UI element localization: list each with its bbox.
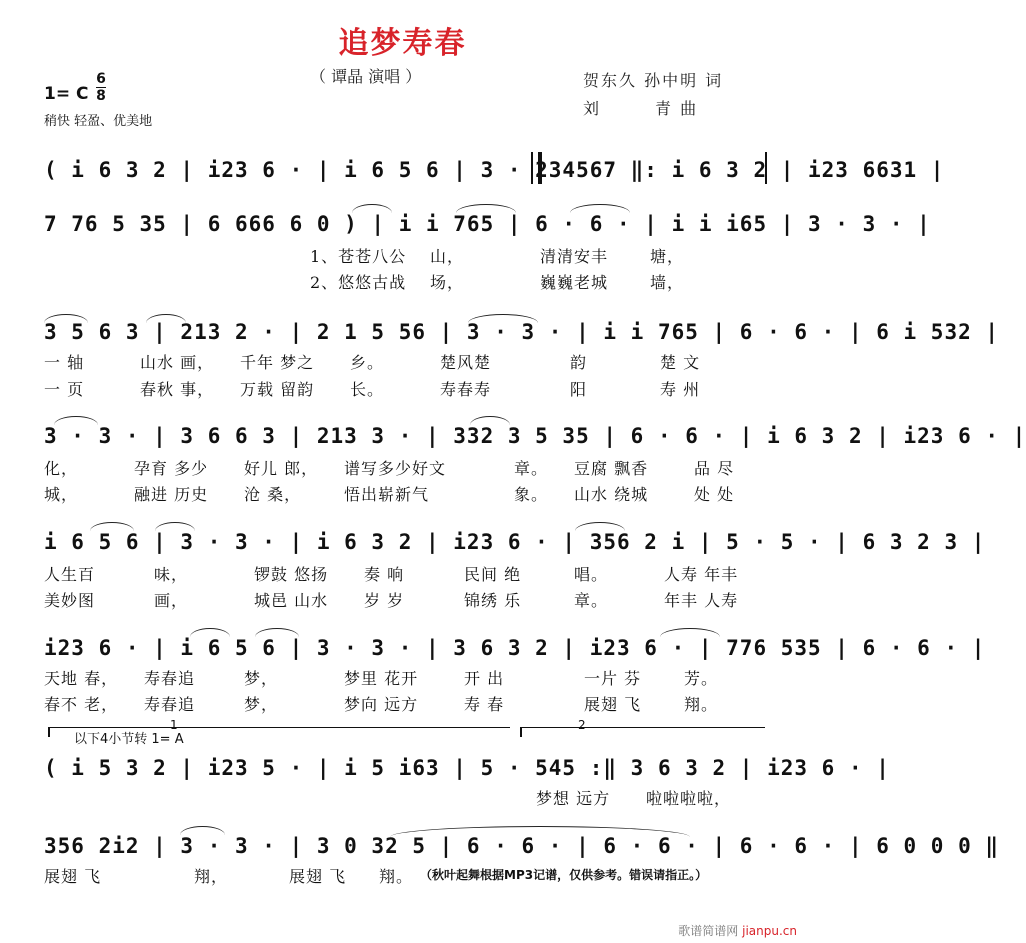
lyric-row-4-verse-1: 化， 孕育 多少 好儿 郎， 谱写多少好文 章。 豆腐 飘香 品 尽 [44,459,735,478]
composer-credit: 刘 青 曲 [583,99,699,118]
time-top: 6 [96,71,106,87]
notation-row-6: i23 6 · | i 6 5 6 | 3 · 3 · | 3 6 3 2 | i23 6 · | 776 535 | 6 · 6 · | [44,636,986,660]
lyric-row-3-verse-2: 一 页 春秋 事， 万载 留韵 长。 寿春寿 阳 寿 州 [44,380,701,399]
lyric-row-5-verse-2: 美妙图 画， 城邑 山水 岁 岁 锦绣 乐 章。 年丰 人寿 [44,591,739,610]
song-title: 追梦寿春 [338,26,467,61]
time-bottom: 8 [96,88,106,104]
lyricist-credit: 贺东久 孙中明 词 [583,71,724,90]
notation-row-4: 3 · 3 · | 3 6 6 3 | 213 3 · | 332 3 5 35 | 6 · 6 · | i 6 3 2 | i23 6 · | [44,424,1026,448]
lyric-row-6-verse-2: 春不 老， 寿春追 梦， 梦向 远方 寿 春 展翅 飞 翔。 [44,695,719,714]
notation-row-7: ( i 5 3 2 | i23 5 · | i 5 i63 | 5 · 545 :‖ 3 6 3 2 | i23 6 · | [44,756,890,780]
watermark-domain: jianpu.cn [742,924,797,938]
lyric-row-4-verse-2: 城， 融进 历史 沧 桑， 悟出崭新气 象。 山水 绕城 处 处 [44,485,735,504]
lyric-row-2-verse-1: 1、苍苍八公 山， 清清安丰 塘， [310,247,685,266]
notation-row-5: i 6 5 6 | 3 · 3 · | i 6 3 2 | i23 6 · | 356 2 i | 5 · 5 · | 6 3 2 3 | [44,530,986,554]
lyric-row-8: 展翅 飞 翔， 展翅 飞 翔。 [44,867,414,886]
tempo-marking: 稍快 轻盈、优美地 [44,114,153,129]
lyric-row-3-verse-1: 一 轴 山水 画， 千年 梦之 乡。 楚风楚 韵 楚 文 [44,353,701,372]
time-signature [96,72,106,103]
notation-row-3: 3 5 6 3 | 213 2 · | 2 1 5 56 | 3 · 3 · | i i 765 | 6 · 6 · | 6 i 532 | [44,320,1000,344]
lyric-row-5-verse-1: 人生百 味， 锣鼓 悠扬 奏 响 民间 绝 唱。 人寿 年丰 [44,565,739,584]
volta-2-label: 2 [578,718,586,732]
key-signature: 1= C [44,84,89,104]
watermark: 歌谱简谱网 jianpu.cn [678,924,797,938]
lyric-row-7: 梦想 远方 啦啦啦啦， [536,789,732,808]
lyric-row-2-verse-2: 2、悠悠古战 场， 巍巍老城 墙， [310,273,685,292]
notation-row-1: ( i 6 3 2 | i23 6 · | i 6 5 6 | 3 · 234567 ‖: i 6 3 2 | i23 6631 | [44,158,945,182]
notation-row-2: 7 76 5 35 | 6 666 6 0 ) | i i 765 | 6 · 6 · | i i i65 | 3 · 3 · | [44,212,931,236]
volta-1-label: 1 [170,718,178,732]
modulation-note: 以下4小节转 1= A [74,732,184,747]
notation-row-8: 356 2i2 | 3 · 3 · | 3 0 32 5 | 6 · 6 · | 6 · 6 · | 6 · 6 · | 6 0 0 0 ‖ [44,834,1000,858]
singer-credit: （ 谭晶 演唱 ） [310,67,422,86]
transcription-note: （秋叶起舞根据MP3记谱，仅供参考。错误请指正。） [420,868,708,882]
lyric-row-6-verse-1: 天地 春， 寿春追 梦， 梦里 花开 开 出 一片 芬 芳。 [44,669,719,688]
